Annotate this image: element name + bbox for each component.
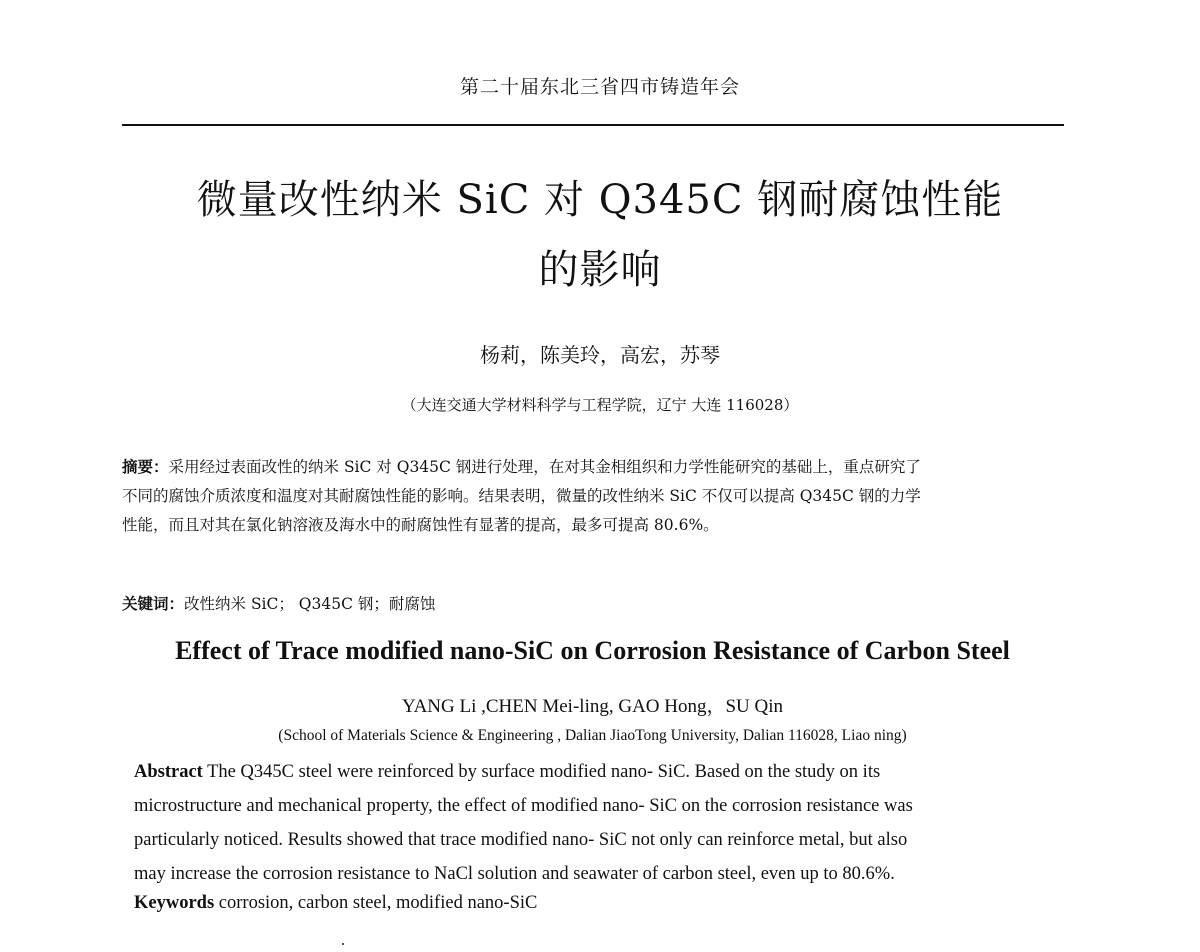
abstract-en xyxy=(134,755,1069,891)
abstract-en-line-1 xyxy=(134,755,1069,789)
affiliation-cn: （大连交通大学材料科学与工程学院，辽宁 大连 116028） xyxy=(401,396,799,414)
keywords-en xyxy=(134,893,537,914)
keywords-cn-text: 改性纳米 SiC； Q345C 钢；耐腐蚀 xyxy=(184,595,436,613)
title-cn-line-1: 微量改性纳米 SiC 对 Q345C 钢耐腐蚀性能 xyxy=(196,177,1004,223)
abstract-cn-text-1: 采用经过表面改性的纳米 SiC 对 Q345C 钢进行处理，在对其金相组织和力学性能研究的基础上，重点研究了 xyxy=(168,458,921,476)
conference-header: 第二十届东北三省四市铸造年会 xyxy=(459,76,740,98)
keywords-cn-label: 关键词： xyxy=(122,594,185,613)
header-rule xyxy=(122,124,1064,126)
keywords-en-label: Keywords xyxy=(134,893,215,913)
authors-cn: 杨莉，陈美玲，高宏，苏琴 xyxy=(480,343,720,367)
authors-en: YANG Li ,CHEN Mei-ling, GAO Hong，SU Qin xyxy=(401,696,784,717)
abstract-en-line-2: microstructure and mechanical property, the effect of modified nano- SiC on the corrosion resistance was xyxy=(134,796,913,816)
abstract-cn-line-3: 性能，而且对其在氯化钠溶液及海水中的耐腐蚀性有显著的提高，最多可提高 80.6%。 xyxy=(122,516,719,534)
abstract-en-line-3: particularly noticed. Results showed that trace modified nano- SiC not only can reinforce metal, but also xyxy=(134,830,908,850)
scan-speck xyxy=(342,943,344,945)
abstract-en-text-1: The Q345C steel were reinforced by surface modified nano- SiC. Based on the study on its xyxy=(202,762,881,782)
abstract-cn-label: 摘要： xyxy=(122,457,169,476)
abstract-en-line-4: may increase the corrosion resistance to NaCl solution and seawater of carbon steel, even up to 80.6%. xyxy=(134,864,895,884)
keywords-cn xyxy=(122,592,435,614)
abstract-cn-line-2: 不同的腐蚀介质浓度和温度对其耐腐蚀性能的影响。结果表明，微量的改性纳米 SiC 不仅可以提高 Q345C 钢的力学 xyxy=(122,487,921,505)
abstract-cn-line-1 xyxy=(122,452,1072,482)
abstract-cn xyxy=(122,452,1072,540)
abstract-en-label: Abstract xyxy=(134,762,203,782)
title-cn-line-2: 的影响 xyxy=(538,247,662,293)
affiliation-en: (School of Materials Science & Engineering , Dalian JiaoTong University, Dalian 116028, Liao ning) xyxy=(278,727,907,744)
title-en: Effect of Trace modified nano-SiC on Corrosion Resistance of Carbon Steel xyxy=(175,636,1010,665)
keywords-en-text: corrosion, carbon steel, modified nano-SiC xyxy=(214,893,538,913)
